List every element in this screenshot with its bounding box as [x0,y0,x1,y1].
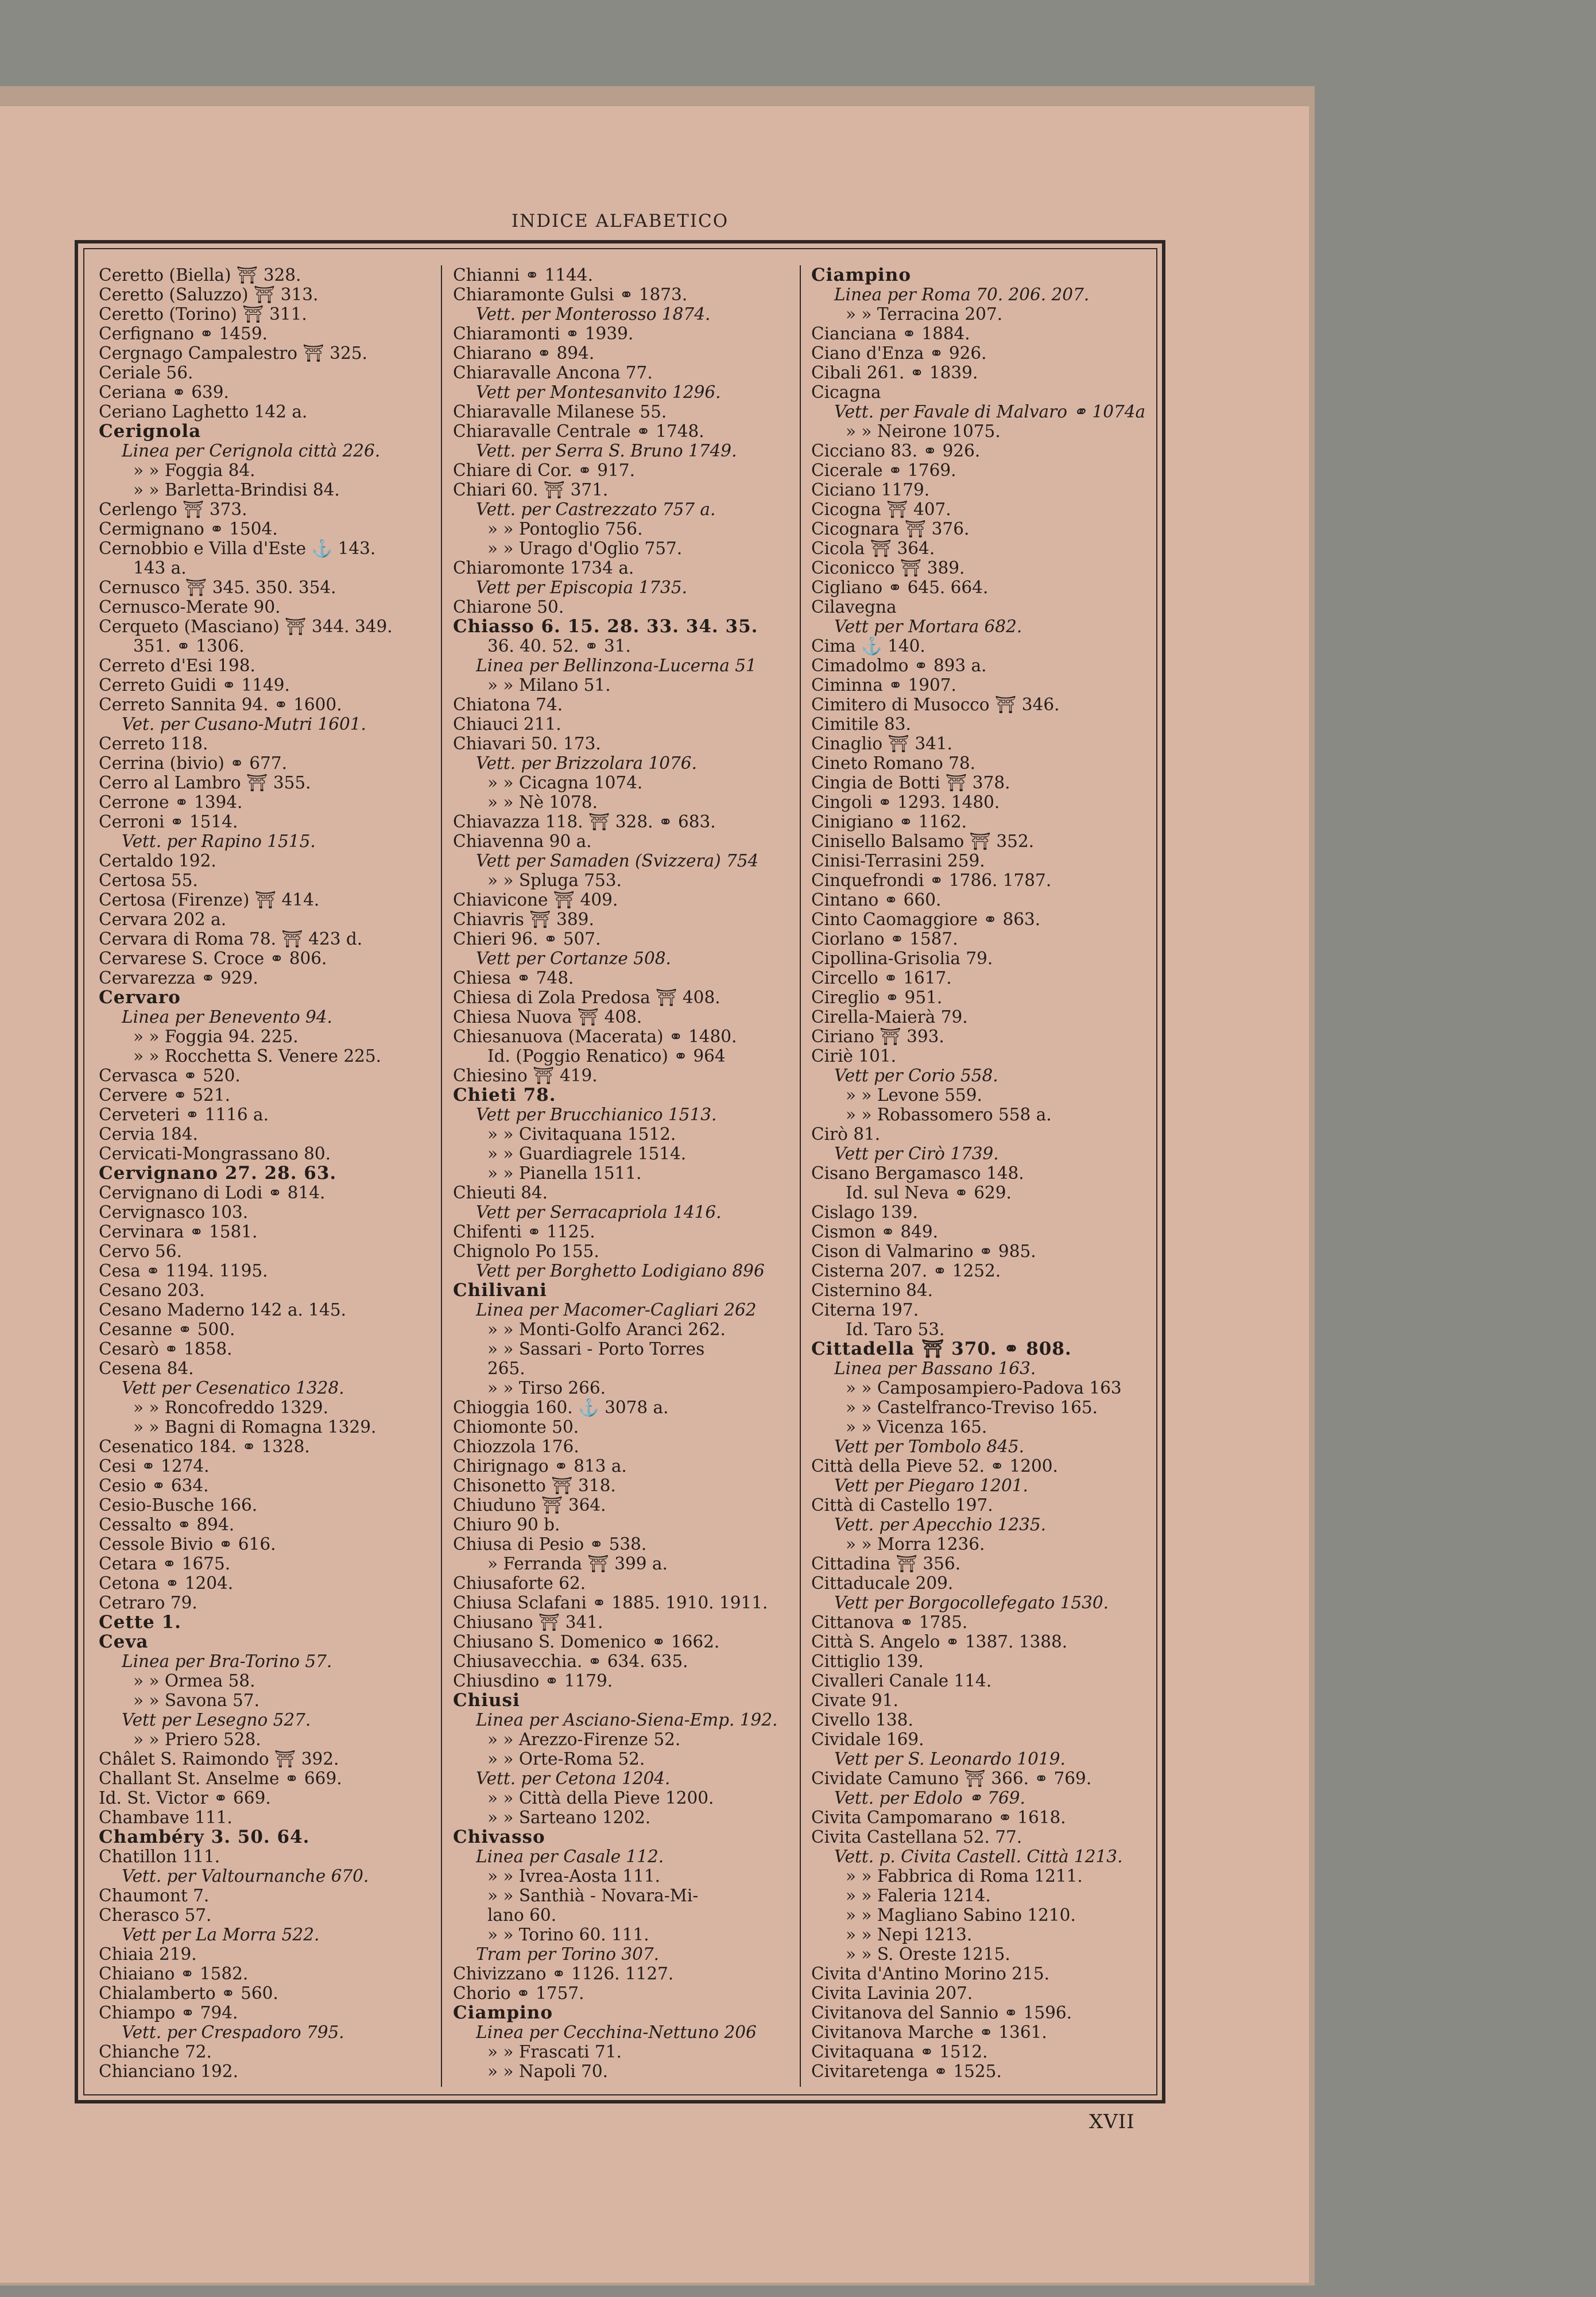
index-entry: » » Camposampiero-Padova 163 [846,1378,1122,1398]
index-heading: Chilivani [453,1280,547,1301]
index-entry: Vett per Tombolo 845. [834,1437,1024,1456]
index-heading: Cittadella ⛩ 370. ⚭ 808. [811,1339,1072,1359]
index-entry: Chiari 60. ⛩ 371. [453,480,609,500]
index-entry: Linea per Cerignola città 226. [122,441,381,461]
index-entry: Cisano Bergamasco 148. [811,1163,1024,1183]
index-entry: Ciminna ⚭ 1907. [811,675,956,695]
index-entry: » » Napoli 70. [487,2062,609,2081]
index-entry: Chignolo Po 155. [453,1242,599,1261]
index-heading: Cervaro [99,987,181,1008]
index-entry: Chiusavecchia. ⚭ 634. 635. [453,1652,688,1671]
index-entry: Cerreto d'Esi 198. [99,656,255,675]
index-entry: Cianciana ⚭ 1884. [811,324,970,343]
index-entry: » » Città della Pieve 1200. [487,1788,714,1808]
index-entry: Cessalto ⚭ 894. [99,1515,235,1534]
index-entry: Cerveteri ⚭ 1116 a. [99,1105,269,1124]
index-entry: Ciano d'Enza ⚭ 926. [811,343,987,363]
index-entry: Chianciano 192. [99,2062,238,2081]
index-entry: Chioggia 160. ⚓ 3078 a. [453,1398,669,1417]
index-entry: Cerrina (bivio) ⚭ 677. [99,753,287,773]
index-entry: Cervara 202 a. [99,910,227,929]
index-entry: Linea per Bassano 163. [834,1359,1036,1378]
index-entry: Cervere ⚭ 521. [99,1085,230,1105]
index-entry: Cismon ⚭ 849. [811,1222,939,1242]
index-entry: » » S. Oreste 1215. [846,1944,1010,1964]
index-entry: Cerro al Lambro ⛩ 355. [99,773,311,792]
index-entry: Cinquefrondi ⚭ 1786. 1787. [811,871,1052,890]
index-entry: Cison di Valmarino ⚭ 985. [811,1242,1036,1261]
index-entry: Linea per Cecchina-Nettuno 206 [476,2023,757,2042]
index-entry: Chisonetto ⛩ 318. [453,1476,616,1495]
index-entry: Cervia 184. [99,1124,198,1144]
index-entry: » » Arezzo-Firenze 52. [487,1730,681,1749]
index-entry: Cerlengo ⛩ 373. [99,500,247,519]
index-entry: Ceretto (Torino) ⛩ 311. [99,304,307,324]
index-entry: » » Cicagna 1074. [487,773,643,792]
index-entry: Id. sul Neva ⚭ 629. [846,1183,1012,1202]
index-entry: Vett. per Cetona 1204. [476,1769,671,1788]
index-entry: Chiomonte 50. [453,1417,579,1437]
index-heading: Ciampino [453,2002,553,2023]
index-entry: Chiampo ⚭ 794. [99,2003,238,2023]
index-entry: Linea per Bra-Torino 57. [122,1652,332,1671]
index-entry: » » Pontoglio 756. [487,519,643,539]
index-entry: Vett per Serracapriola 1416. [476,1202,722,1222]
index-entry: » » Barletta-Brindisi 84. [133,480,340,500]
index-entry: Id. Taro 53. [846,1320,945,1339]
index-entry: Chiaia 219. [99,1944,197,1964]
index-entry: Civalleri Canale 114. [811,1671,992,1691]
index-entry: Vett per Episcopia 1735. [476,578,687,597]
index-entry: Chatillon 111. [99,1847,220,1866]
index-entry: Chianche 72. [99,2042,212,2062]
index-entry: Cirella-Maierà 79. [811,1007,968,1027]
index-entry: Certosa (Firenze) ⛩ 414. [99,890,320,910]
index-entry: Cinigiano ⚭ 1162. [811,812,967,832]
index-entry: Chiaramonti ⚭ 1939. [453,324,634,343]
index-entry: Vett. per Apecchio 1235. [834,1515,1047,1534]
index-heading: Chiusi [453,1690,520,1711]
index-entry: Vett. per Edolo ⚭ 769. [834,1788,1025,1808]
index-entry: » » Milano 51. [487,675,611,695]
index-entry: Cinto Caomaggiore ⚭ 863. [811,910,1041,929]
index-entry: Linea per Roma 70. 206. 207. [834,285,1090,304]
index-entry: Cervarezza ⚭ 929. [99,968,258,988]
index-entry: » » Orte-Roma 52. [487,1749,645,1769]
index-entry: Cergnago Campalestro ⛩ 325. [99,343,367,363]
index-entry: Cibali 261. ⚭ 1839. [811,363,978,382]
index-entry: Certaldo 192. [99,851,216,871]
index-entry: Chiaramonte Gulsi ⚭ 1873. [453,285,688,304]
index-entry: Cernusco ⛩ 345. 350. 354. [99,578,336,597]
index-entry: Cesarò ⚭ 1858. [99,1339,233,1359]
index-entry: Chiarano ⚭ 894. [453,343,595,363]
index-entry: Vett. per Valtournanche 670. [122,1866,369,1886]
index-entry: » » Santhià - Novara-Mi- [487,1886,699,1905]
index-entry: Challant St. Anselme ⚭ 669. [99,1769,342,1788]
index-entry: Tram per Torino 307. [476,1944,660,1964]
index-entry: Chiusano ⛩ 341. [453,1612,603,1632]
index-entry: Cinaglio ⛩ 341. [811,734,952,753]
index-entry: Vett per Brucchianico 1513. [476,1105,717,1124]
index-heading: Chambéry 3. 50. 64. [99,1827,310,1847]
index-entry: Cividale 169. [811,1730,924,1749]
index-entry: » Ferranda ⛩ 399 a. [487,1554,668,1573]
index-entry: Vett. per Monterosso 1874. [476,304,711,324]
index-heading: Ceva [99,1631,149,1652]
index-entry: Cerfignano ⚭ 1459. [99,324,268,343]
index-entry: Cesano Maderno 142 a. 145. [99,1300,346,1320]
index-entry: Chieri 96. ⚭ 507. [453,929,601,949]
index-entry: Vett per Samaden (Svizzera) 754 [476,851,759,871]
index-entry: Vett per La Morra 522. [122,1925,320,1944]
index-entry: Cisterna 207. ⚭ 1252. [811,1261,1001,1281]
index-entry: Chivizzano ⚭ 1126. 1127. [453,1964,674,1983]
index-entry: » » Rocchetta S. Venere 225. [133,1046,382,1066]
index-entry: Vett. per Favale di Malvaro ⚭ 1074a [834,402,1146,421]
index-entry: Cinisello Balsamo ⛩ 352. [811,832,1035,851]
index-entry: » » Tirso 266. [487,1378,606,1398]
index-entry: Cerrone ⚭ 1394. [99,792,243,812]
index-entry: Linea per Casale 112. [476,1847,664,1866]
index-entry: Ceriano Laghetto 142 a. [99,402,308,421]
index-entry: Cicerale ⚭ 1769. [811,461,956,480]
index-entry: Cipollina-Grisolia 79. [811,949,993,968]
index-entry: Cerreto 118. [99,734,208,753]
index-entry: Vett per Corio 558. [834,1066,998,1085]
index-entry: » » Faleria 1214. [846,1886,991,1905]
index-entry: Vett per Cirò 1739. [834,1144,999,1163]
index-heading: Chivasso [453,1827,545,1847]
index-entry: » » Roncofreddo 1329. [133,1398,328,1417]
index-entry: Citerna 197. [811,1300,919,1320]
index-entry: Vett. p. Civita Castell. Città 1213. [834,1847,1123,1866]
index-entry: » » Foggia 84. [133,461,255,480]
index-entry: Cigliano ⚭ 645. 664. [811,578,989,597]
index-entry: » » Sarteano 1202. [487,1808,651,1827]
index-entry: Chiavicone ⛩ 409. [453,890,618,910]
index-entry: Chieuti 84. [453,1183,548,1202]
index-entry: » » Frascati 71. [487,2042,622,2062]
index-entry: » » Bagni di Romagna 1329. [133,1417,377,1437]
index-entry: Ceriale 56. [99,363,193,382]
index-entry: Chiusano S. Domenico ⚭ 1662. [453,1632,720,1652]
index-entry: » » Pianella 1511. [487,1163,642,1183]
index-entry: » » Urago d'Oglio 757. [487,539,683,558]
index-entry: » » Spluga 753. [487,871,622,890]
index-entry: Cetraro 79. [99,1593,197,1612]
index-entry: Cermignano ⚭ 1504. [99,519,278,539]
index-entry: » » Levone 559. [846,1085,982,1105]
index-entry: Vett per S. Leonardo 1019. [834,1749,1066,1769]
index-entry: Chiaravalle Milanese 55. [453,402,667,421]
index-entry: 265. [487,1359,525,1378]
index-entry: Linea per Benevento 94. [122,1007,332,1027]
index-entry: Chiusdino ⚭ 1179. [453,1671,613,1691]
index-entry: Cicola ⛩ 364. [811,539,935,558]
index-heading: Ciampino [811,265,912,285]
index-entry: Cima ⚓ 140. [811,636,925,656]
index-entry: Chialamberto ⚭ 560. [99,1983,278,2003]
index-entry: Ceriana ⚭ 639. [99,382,229,402]
index-entry: 351. ⚭ 1306. [133,636,245,656]
index-entry: Id. (Poggio Renatico) ⚭ 964 [487,1046,726,1066]
index-entry: » » Foggia 94. 225. [133,1027,299,1046]
index-entry: Vett per Cesenatico 1328. [122,1378,344,1398]
index-entry: Chiesa ⚭ 748. [453,968,574,988]
index-entry: Cesio-Busche 166. [99,1495,258,1515]
index-entry: Cerreto Sannita 94. ⚭ 1600. [99,695,342,714]
index-entry: Vett per Piegaro 1201. [834,1476,1028,1495]
index-entry: Châlet S. Raimondo ⛩ 392. [99,1749,339,1769]
index-entry: Chiauci 211. [453,714,561,734]
index-entry: Civita Campomarano ⚭ 1618. [811,1808,1066,1827]
index-entry: Civita Lavinia 207. [811,1983,973,2003]
index-entry: Cicagna [811,382,881,402]
index-entry: » » Monti-Golfo Aranci 262. [487,1320,726,1339]
index-entry: Civitaretenga ⚭ 1525. [811,2062,1002,2081]
index-entry: » » Guardiagrele 1514. [487,1144,687,1163]
index-entry: Cisternino 84. [811,1281,933,1300]
index-entry: Ciconicco ⛩ 389. [811,558,965,578]
index-entry: Certosa 55. [99,871,198,890]
index-entry: Vett. per Serra S. Bruno 1749. [476,441,737,461]
index-entry: Vett per Lesegno 527. [122,1710,311,1730]
index-heading: Chiasso 6. 15. 28. 33. 34. 35. [453,616,758,637]
index-entry: Chiavenna 90 a. [453,832,592,851]
index-entry: Cingia de Botti ⛩ 378. [811,773,1010,792]
index-entry: Chiatona 74. [453,695,563,714]
index-entry: » » Vicenza 165. [846,1417,987,1437]
index-entry: Chiuro 90 b. [453,1515,560,1534]
index-entry: Chiesa Nuova ⛩ 408. [453,1007,642,1027]
index-entry: Cessole Bivio ⚭ 616. [99,1534,276,1554]
index-entry: Città S. Angelo ⚭ 1387. 1388. [811,1632,1068,1652]
index-entry: Civitaquana ⚭ 1512. [811,2042,988,2062]
index-entry: » » Torino 60. 111. [487,1925,649,1944]
index-entry: Cervinara ⚭ 1581. [99,1222,258,1242]
index-entry: Civate 91. [811,1691,898,1710]
index-entry: Id. St. Victor ⚭ 669. [99,1788,271,1808]
index-entry: Civita d'Antino Morino 215. [811,1964,1049,1983]
index-entry: Cervasca ⚭ 520. [99,1066,241,1085]
index-entry: » » Castelfranco-Treviso 165. [846,1398,1098,1417]
index-entry: Chiare di Cor. ⚭ 917. [453,461,635,480]
index-entry: Cividate Camuno ⛩ 366. ⚭ 769. [811,1769,1092,1788]
index-entry: Chiaromonte 1734 a. [453,558,634,578]
page-number: XVII [1089,2110,1135,2133]
index-entry: » » Magliano Sabino 1210. [846,1905,1076,1925]
index-entry: Vet. per Cusano-Mutri 1601. [122,714,366,734]
index-entry: 36. 40. 52. ⚭ 31. [487,636,631,656]
index-entry: Cilavegna [811,597,897,617]
index-entry: Cireglio ⚭ 951. [811,988,943,1007]
index-entry: Cirò 81. [811,1124,881,1144]
index-entry: Città della Pieve 52. ⚭ 1200. [811,1456,1058,1476]
index-entry: Civitanova del Sannio ⚭ 1596. [811,2003,1072,2023]
index-entry: Vett. per Castrezzato 757 a. [476,500,716,519]
index-column-2 [453,265,777,2081]
index-entry: Ciorlano ⚭ 1587. [811,929,958,949]
index-entry: » » Nepi 1213. [846,1925,973,1944]
index-entry: Cernobbio e Villa d'Este ⚓ 143. [99,539,376,558]
index-entry: Cervignano di Lodi ⚭ 814. [99,1183,326,1202]
index-entry: » » Ormea 58. [133,1671,255,1691]
index-entry: Chiavris ⛩ 389. [453,910,594,929]
index-entry: » » Robassomero 558 a. [846,1105,1052,1124]
index-entry: Civello 138. [811,1710,913,1730]
index-entry: Civita Castellana 52. 77. [811,1827,1022,1847]
index-entry: Vett. per Brizzolara 1076. [476,753,697,773]
index-entry: » » Terracina 207. [846,304,1003,324]
index-entry: Ceretto (Biella) ⛩ 328. [99,265,301,285]
index-entry: » » Priero 528. [133,1730,261,1749]
index-entry: Chiusaforte 62. [453,1573,586,1593]
index-entry: Chaumont 7. [99,1886,210,1905]
index-entry: Chambave 111. [99,1808,233,1827]
index-entry: Chifenti ⚭ 1125. [453,1222,595,1242]
index-entry: Ciciano 1179. [811,480,930,500]
index-entry: » » Nè 1078. [487,792,598,812]
column-divider-2 [800,265,801,2087]
index-entry: Cimitile 83. [811,714,911,734]
index-entry: Chiaiano ⚭ 1582. [99,1964,249,1983]
index-entry: Cineto Romano 78. [811,753,976,773]
index-entry: Chiusa Sclafani ⚭ 1885. 1910. 1911. [453,1593,768,1612]
index-entry: Cesi ⚭ 1274. [99,1456,210,1476]
index-entry: » » Fabbrica di Roma 1211. [846,1866,1083,1886]
index-entry: Cherasco 57. [99,1905,212,1925]
index-entry: Cerreto Guidi ⚭ 1149. [99,675,290,695]
index-entry: » » Morra 1236. [846,1534,985,1554]
index-entry: Cerroni ⚭ 1514. [99,812,238,832]
index-entry: Città di Castello 197. [811,1495,993,1515]
index-heading: Chieti 78. [453,1085,556,1105]
index-entry: Cittiglio 139. [811,1652,924,1671]
index-entry: » » Ivrea-Aosta 111. [487,1866,660,1886]
index-entry: Cittanova ⚭ 1785. [811,1612,968,1632]
index-entry: Vett per Montesanvito 1296. [476,382,721,402]
index-entry: Cesio ⚭ 634. [99,1476,209,1495]
index-entry: Ciriano ⛩ 393. [811,1027,944,1046]
index-entry: Chiesa di Zola Predosa ⛩ 408. [453,988,720,1007]
index-entry: Cintano ⚭ 660. [811,890,942,910]
index-entry: Chiaravalle Ancona 77. [453,363,653,382]
index-entry: Cesano 203. [99,1281,205,1300]
index-entry: Cetona ⚭ 1204. [99,1573,234,1593]
index-entry: Cesanne ⚭ 500. [99,1320,235,1339]
index-entry: Chiesino ⛩ 419. [453,1066,598,1085]
index-entry: Vett per Borghetto Lodigiano 896 [476,1261,765,1281]
index-entry: Chiesanuova (Macerata) ⚭ 1480. [453,1027,737,1046]
index-entry: Cingoli ⚭ 1293. 1480. [811,792,1000,812]
index-entry: Cesenatico 184. ⚭ 1328. [99,1437,310,1456]
index-entry: Chiavari 50. 173. [453,734,601,753]
index-entry: Cimadolmo ⚭ 893 a. [811,656,987,675]
index-entry: Linea per Macomer-Cagliari 262 [476,1300,757,1320]
index-entry: Chiaravalle Centrale ⚭ 1748. [453,421,704,441]
index-entry: Cervara di Roma 78. ⛩ 423 d. [99,929,363,949]
index-entry: Cicognara ⛩ 376. [811,519,970,539]
index-entry: Vett. per Rapino 1515. [122,832,316,851]
index-entry: Cesa ⚭ 1194. 1195. [99,1261,268,1281]
index-entry: Circello ⚭ 1617. [811,968,952,988]
index-entry: Cerqueto (Masciano) ⛩ 344. 349. [99,617,393,636]
index-entry: » » Civitaquana 1512. [487,1124,676,1144]
index-entry: Cicogna ⛩ 407. [811,500,951,519]
index-entry: Linea per Asciano-Siena-Emp. 192. [476,1710,778,1730]
index-entry: » » Neirone 1075. [846,421,1001,441]
index-entry: Cittadina ⛩ 356. [811,1554,961,1573]
index-entry: Cimitero di Musocco ⛩ 346. [811,695,1060,714]
index-entry: Cervicati-Mongrassano 80. [99,1144,331,1163]
index-entry: » » Savona 57. [133,1691,259,1710]
index-heading: Cette 1. [99,1612,181,1633]
index-column-1 [99,265,393,2081]
index-entry: lano 60. [487,1905,557,1925]
index-entry: Cervarese S. Croce ⚭ 806. [99,949,327,968]
index-entry: Chirignago ⚭ 813 a. [453,1456,627,1476]
index-entry: Ceretto (Saluzzo) ⛩ 313. [99,285,319,304]
index-entry: Vett. per Crespadoro 795. [122,2023,344,2042]
index-entry: Cislago 139. [811,1202,918,1222]
index-column-3 [811,265,1145,2081]
index-entry: Chorio ⚭ 1757. [453,1983,584,2003]
index-entry: Chiusa di Pesio ⚭ 538. [453,1534,647,1554]
index-entry: Cittaducale 209. [811,1573,954,1593]
index-entry: Cesena 84. [99,1359,194,1378]
index-entry: Chiarone 50. [453,597,564,617]
index-entry: Cernusco-Merate 90. [99,597,281,617]
index-entry: 143 a. [133,558,187,578]
index-entry: Vett per Borgocollefegato 1530. [834,1593,1109,1612]
index-entry: Vett per Cortanze 508. [476,949,671,968]
index-entry: » » Sassari - Porto Torres [487,1339,705,1359]
index-entry: Chiozzola 176. [453,1437,579,1456]
index-heading: Cervignano 27. 28. 63. [99,1163,337,1184]
index-entry: Civitanova Marche ⚭ 1361. [811,2023,1047,2042]
page-header: INDICE ALFABETICO [511,211,729,231]
index-entry: Cervignasco 103. [99,1202,249,1222]
index-entry: Cicciano 83. ⚭ 926. [811,441,981,461]
column-divider-1 [441,265,442,2087]
index-entry: Ciriè 101. [811,1046,897,1066]
index-entry: Chiavazza 118. ⛩ 328. ⚭ 683. [453,812,716,832]
index-entry: Cetara ⚭ 1675. [99,1554,231,1573]
index-entry: Vett per Mortara 682. [834,617,1022,636]
index-entry: Chiuduno ⛩ 364. [453,1495,606,1515]
index-entry: Cervo 56. [99,1242,182,1261]
index-entry: Linea per Bellinzona-Lucerna 51 [476,656,757,675]
index-entry: Cinisi-Terrasini 259. [811,851,985,871]
index-heading: Cerignola [99,421,202,442]
index-entry: Chianni ⚭ 1144. [453,265,593,285]
